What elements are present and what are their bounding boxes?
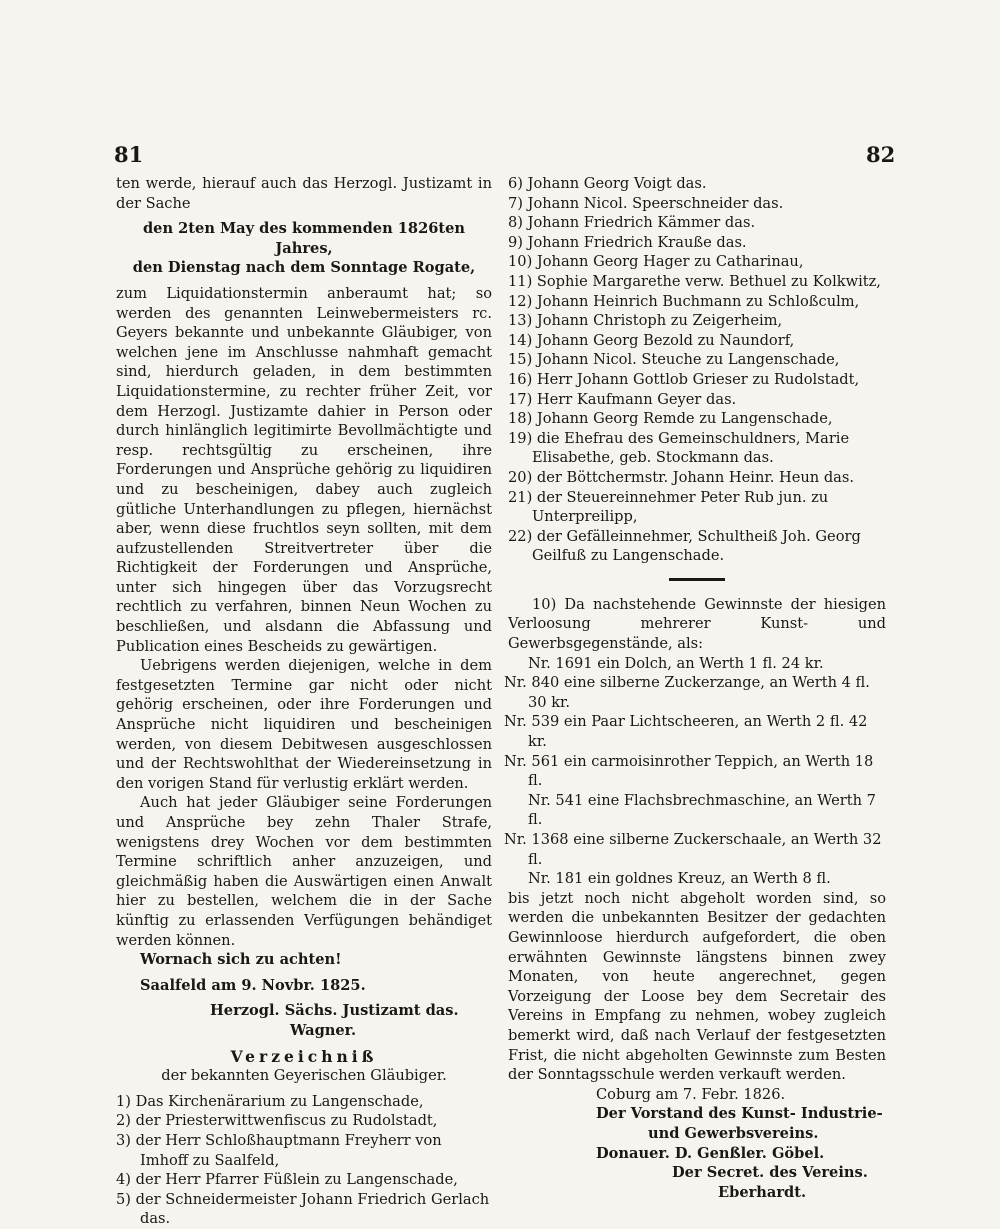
creditor-item: 4) der Herr Pfarrer Füßlein zu Langenschade,: [116, 1171, 458, 1189]
signer-name: Wagner.: [290, 1021, 357, 1039]
page-number-right: 82: [866, 142, 896, 167]
board-line: Der Vorstand des Kunst- Industrie-: [596, 1105, 883, 1123]
board-line: und Gewerbsvereins.: [648, 1124, 819, 1142]
creditor-item: 16) Herr Johann Gottlob Grieser zu Rudolstadt,: [508, 370, 860, 388]
creditor-item: 21) der Steuereinnehmer Peter Rub jun. zu Unterpreilipp,: [508, 488, 829, 526]
creditor-item: 2) der Priesterwittwenfiscus zu Rudolstadt,: [116, 1112, 438, 1130]
creditor-item: 11) Sophie Margarethe verw. Bethuel zu Kolkwitz,: [508, 272, 881, 290]
term-date-line: den 2ten May des kommenden 1826ten Jahres,: [142, 220, 466, 257]
paragraph-continuation: ten werde, hierauf auch das Herzogl. Justizamt in der Sache: [116, 175, 492, 212]
list-subtitle: der bekannten Geyerischen Gläubiger.: [161, 1067, 447, 1085]
prize-item: Nr. 541 eine Flachsbrechmaschine, an Werth 7 fl.: [528, 791, 876, 829]
summons-paragraph: zum Liquidationstermin anberaumt hat; so werden des genannten Leinwebermeisters rc. Geyers bekannte und unbekannte Gläubiger, von welchen jene im Anschlusse nahmhaft gemacht sind, hierdurch geladen, in dem bestimmten Liquidationstermine, zu rechter früher Zeit, vor dem Herzogl. Justizamte dahier in Person oder durch hinlänglich legitimirte Bevollmächtigte und resp. rechtsgültig zu erscheinen, ihre Forderungen und Ansprüche gehörig zu liquidiren und zu bescheinigen, dabey auch zugleich gütliche Unterhandlungen zu pflegen, hiernächst aber, wenn diese fruchtlos seyn sollten, mit dem aufzustellenden Streitvertreter über die Richtigkeit der Forderungen und Ansprüche, unter sich hingegen über das Vorzugsrecht rechtlich zu verfahren, binnen Neun Wochen zu beschließen, und alsdann die Abfassung und Publication eines Bescheids zu gewärtigen.: [116, 284, 492, 655]
prize-item: Nr. 1368 eine silberne Zuckerschaale, an Werth 32 fl.: [504, 831, 882, 868]
prize-item: Nr. 539 ein Paar Lichtscheeren, an Werth 2 fl. 42 kr.: [504, 713, 868, 751]
creditor-item: 19) die Ehefrau des Gemeinschuldners, Marie Elisabethe, geb. Stockmann das.: [508, 429, 850, 467]
page-number-left: 81: [114, 142, 144, 167]
secretary-name: Eberhardt.: [718, 1183, 807, 1201]
creditor-item: 12) Johann Heinrich Buchmann zu Schloßculm,: [508, 292, 860, 310]
creditor-item: 20) der Böttchermstr. Johann Heinr. Heun das.: [508, 468, 854, 486]
list-title: Verzeichniß: [230, 1046, 378, 1066]
creditor-item: 8) Johann Friedrich Kämmer das.: [508, 214, 756, 232]
lottery-notice-intro: 10) Da nachstehende Gewinnste der hiesigen Verloosung mehrerer Kunst- und Gewerbsgegenstände, als:: [508, 595, 886, 653]
closing-line: Wornach sich zu achten!: [140, 951, 342, 969]
notice-paragraph: Auch hat jeder Gläubiger seine Forderungen und Ansprüche bey zehn Thaler Strafe, wenigstens drey Wochen vor dem bestimmten Termine schriftlich anher anzuzeigen, und gleichmäßig haben die Auswärtigen einen Anwalt hier zu bestellen, welchem die in der Sache künftig zu erlassenden Verfügungen behändiget werden können.: [116, 794, 492, 949]
left-column: [116, 174, 492, 1229]
prize-item: Nr. 561 ein carmoisinrother Teppich, an Werth 18 fl.: [504, 752, 874, 790]
board-names: Donauer. D. Genßler. Göbel.: [596, 1144, 825, 1162]
prize-item: Nr. 181 ein goldnes Kreuz, an Werth 8 fl.: [528, 870, 831, 888]
creditor-item: 7) Johann Nicol. Speerschneider das.: [508, 194, 784, 212]
term-day-line: den Dienstag nach dem Sonntage Rogate,: [132, 259, 476, 277]
creditor-item: 14) Johann Georg Bezold zu Naundorf,: [508, 331, 795, 349]
creditor-item: 10) Johann Georg Hager zu Catharinau,: [508, 253, 804, 271]
creditor-item: 13) Johann Christoph zu Zeigerheim,: [508, 312, 783, 330]
authority-name: Herzogl. Sächs. Justizamt das.: [210, 1002, 459, 1020]
creditor-item: 15) Johann Nicol. Steuche zu Langenschade,: [508, 351, 840, 369]
place-date: Coburg am 7. Febr. 1826.: [596, 1085, 786, 1103]
prize-item: Nr. 840 eine silberne Zuckerzange, an Werth 4 fl. 30 kr.: [504, 674, 870, 711]
creditor-item: 17) Herr Kaufmann Geyer das.: [508, 390, 737, 408]
lottery-notice-body: bis jetzt noch nicht abgeholt worden sind, so werden die unbekannten Besitzer der gedachten Gewinnloose hierdurch aufgefordert, die oben erwähnten Gewinnste längstens binnen zwey Monaten, von heute angerechnet, gegen Vorzeigung der Loose bey dem Secretair des Vereins in Empfang zu nehmen, wobey zugleich bemerkt wird, daß nach Verlauf der festgesetzten Frist, die nicht abgeholten Gewinnste zum Besten der Sonntagsschule werden verkauft werden.: [508, 889, 886, 1084]
place-date: Saalfeld am 9. Novbr. 1825.: [140, 976, 366, 994]
right-column: [504, 174, 886, 1202]
creditor-item: 18) Johann Georg Remde zu Langenschade,: [508, 410, 833, 428]
creditor-item: 1) Das Kirchenärarium zu Langenschade,: [116, 1092, 424, 1110]
creditor-item: 22) der Gefälleinnehmer, Schultheiß Joh. Georg Geilfuß zu Langenschade.: [508, 527, 861, 565]
creditor-item: 9) Johann Friedrich Krauße das.: [508, 233, 747, 251]
creditor-item: 3) der Herr Schloßhauptmann Freyherr von Imhoff zu Saalfeld,: [116, 1131, 442, 1169]
creditor-item: 5) der Schneidermeister Johann Friedrich Gerlach das.: [116, 1190, 490, 1228]
prize-item: Nr. 1691 ein Dolch, an Werth 1 fl. 24 kr.: [528, 654, 824, 672]
creditor-item: 6) Johann Georg Voigt das.: [508, 175, 707, 192]
exclusion-paragraph: Uebrigens werden diejenigen, welche in dem festgesetzten Termine gar nicht oder nicht gehörig erscheinen, oder ihre Forderungen und Ansprüche nicht liquidiren und bescheinigen werden, von diesem Debitwesen ausgeschlossen und der Rechtswohlthat der Wiedereinsetzung in den vorigen Stand für verlustig erklärt werden.: [116, 657, 492, 792]
section-divider: [669, 578, 725, 581]
secretary-line: Der Secret. des Vereins.: [672, 1164, 868, 1182]
